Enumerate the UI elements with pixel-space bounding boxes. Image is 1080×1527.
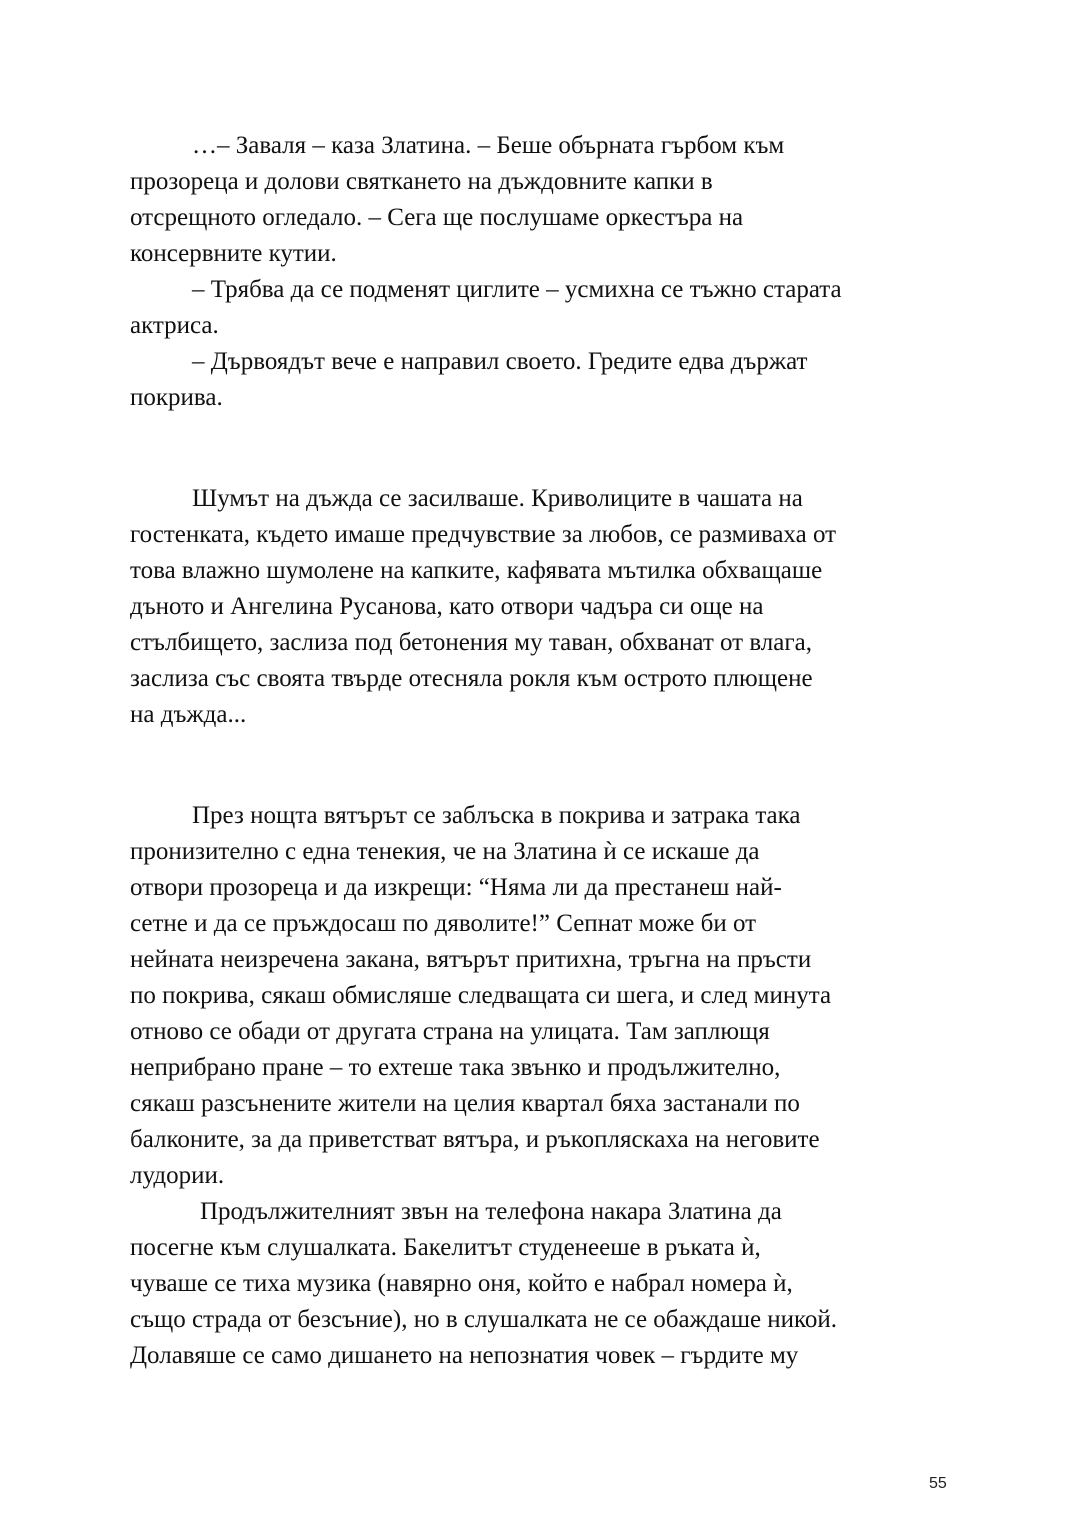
- text-line: лудории.: [130, 1162, 225, 1189]
- text-line: нейната неизречена закана, вятърът притихна, тръгна на пръсти: [130, 946, 812, 973]
- text-line: – Дървоядът вече е направил своето. Гредите едва държат: [192, 348, 808, 375]
- text-line: също страда от безсъние), но в слушалката не се обаждаше никой.: [130, 1306, 838, 1333]
- text-line: отвори прозореца и да изкрещи: “Няма ли да престанеш най-: [130, 874, 782, 901]
- text-line: дъното и Ангелина Русанова, като отвори чадъра си още на: [130, 593, 764, 620]
- text-line: отсрещното огледало. – Сега ще послушаме оркестъра на: [130, 204, 744, 231]
- text-block-rain: [130, 481, 960, 733]
- text-line: пронизително с една тенекия, че на Златина ѝ се искаше да: [130, 838, 760, 865]
- text-line: стълбището, заслиза под бетонения му таван, обхванат от влага,: [130, 629, 812, 656]
- text-line: заслиза със своята твърде отесняла рокля към острото плющене: [130, 665, 813, 692]
- page-number: 55: [929, 1475, 947, 1492]
- text-line: консервните кутии.: [130, 240, 337, 267]
- text-line: покрива.: [130, 384, 223, 411]
- text-block-night: [130, 798, 960, 1374]
- text-line: актриса.: [130, 312, 219, 339]
- text-line: по покрива, сякаш обмисляше следващата си шега, и след минута: [130, 982, 832, 1009]
- text-line: балконите, за да приветстват вятъра, и ръкопляскаха на неговите: [130, 1126, 820, 1153]
- text-line: прозореца и долови святкането на дъждовните капки в: [130, 168, 713, 195]
- text-line: Шумът на дъжда се засилваше. Криволиците в чашата на: [192, 485, 803, 512]
- text-line: …– Заваля – каза Златина. – Беше обърната гърбом към: [192, 132, 785, 159]
- text-line: чуваше се тиха музика (навярно оня, който е набрал номера ѝ,: [130, 1270, 793, 1297]
- text-line: гостенката, където имаше предчувствие за любов, се размиваха от: [130, 521, 837, 548]
- text-line: – Трябва да се подменят циглите – усмихна се тъжно старата: [192, 276, 842, 303]
- text-line: посегне към слушалката. Бакелитът студенееше в ръката ѝ,: [130, 1234, 761, 1261]
- text-line: Продължителният звън на телефона накара Златина да: [200, 1198, 782, 1225]
- text-block-dialogue: [130, 128, 960, 416]
- text-line: на дъжда...: [130, 701, 247, 728]
- text-line: сякаш разсънените жители на целия квартал бяха застанали по: [130, 1090, 800, 1117]
- text-line: отново се обади от другата страна на улицата. Там заплющя: [130, 1018, 770, 1045]
- text-line: Долавяше се само дишането на непознатия човек – гърдите му: [130, 1342, 799, 1369]
- text-line: През нощта вятърът се заблъска в покрива и затрака така: [192, 802, 801, 829]
- text-line: това влажно шумолене на капките, кафявата мътилка обхващаше: [130, 557, 823, 584]
- text-line: сетне и да се пръждосаш по дяволите!” Сепнат може би от: [130, 910, 757, 937]
- text-line: неприбрано пране – то ехтеше така звънко и продължително,: [130, 1054, 781, 1081]
